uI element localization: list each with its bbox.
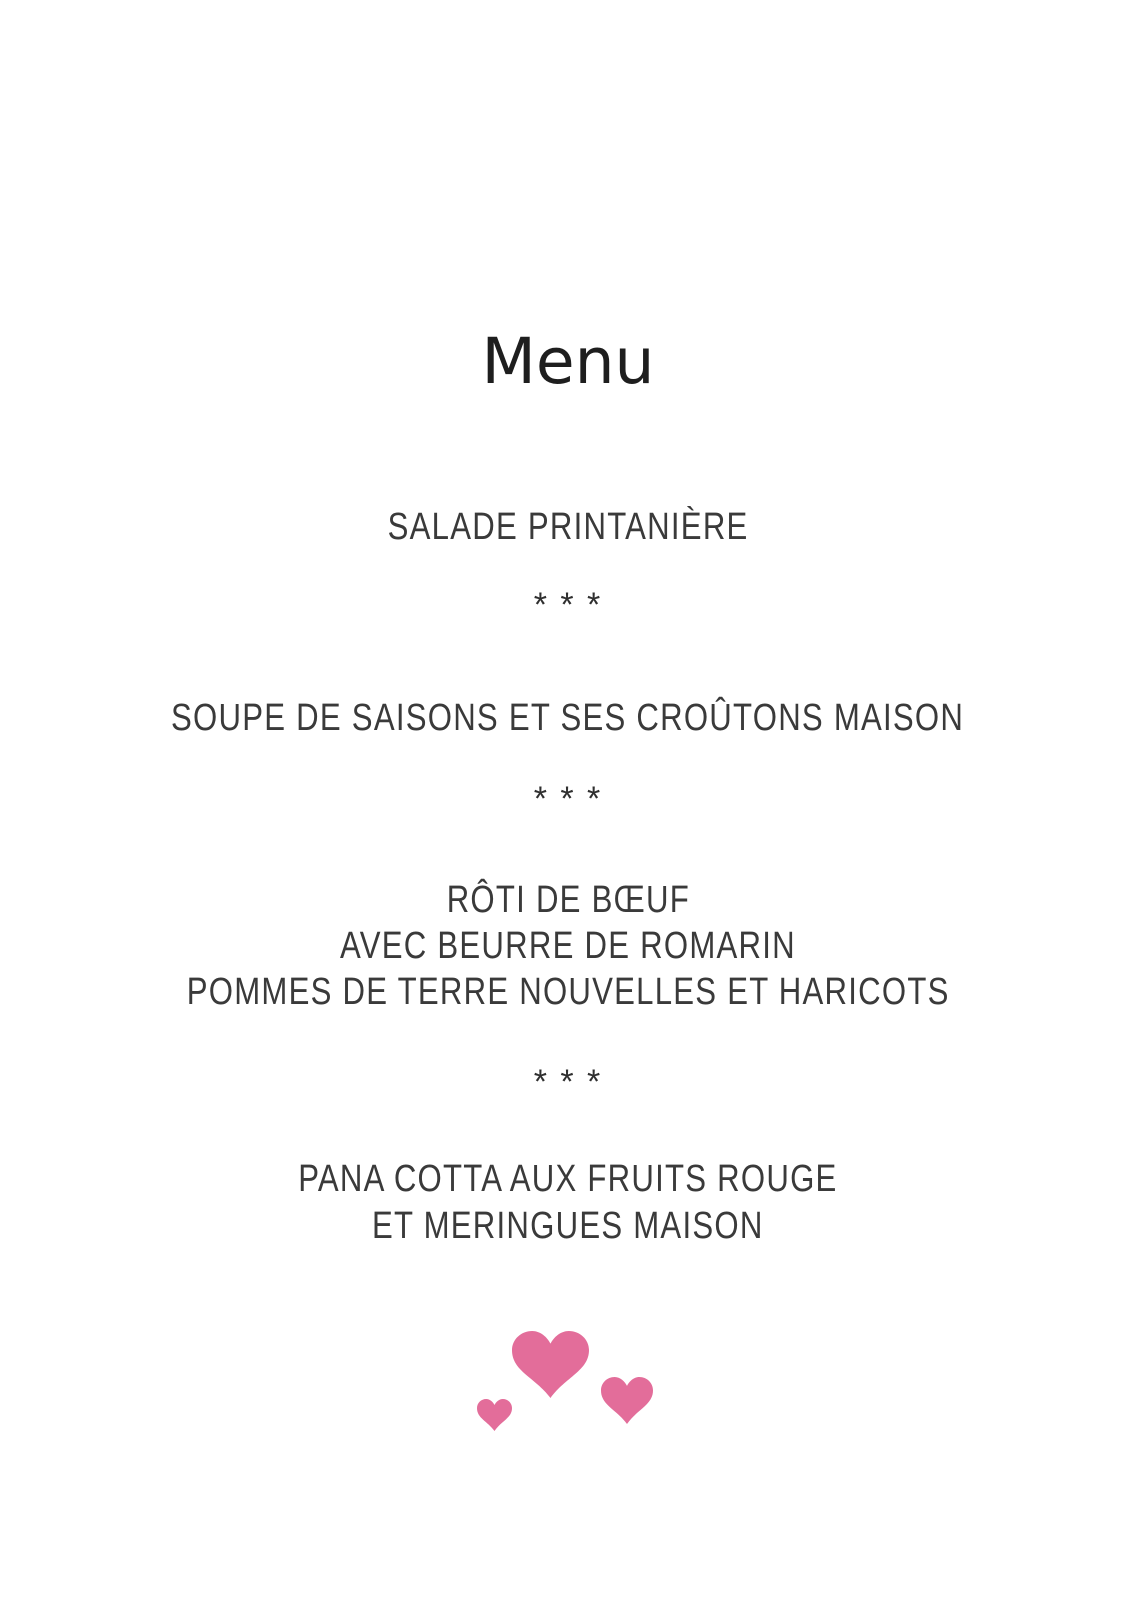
course-line-text: RÔTI DE BŒUF (446, 879, 690, 921)
course-starter (0, 504, 1136, 550)
course-line-text: SALADE PRINTANIÈRE (387, 506, 749, 548)
heart-icon (601, 1377, 653, 1424)
course-line-text: AVEC BEURRE DE ROMARIN (340, 925, 796, 967)
course-line (0, 969, 1136, 1015)
course-separator: * * * (533, 780, 603, 818)
course-line (0, 504, 1136, 550)
course-line-text: ET MERINGUES MAISON (372, 1205, 764, 1247)
course-dessert (0, 1156, 1136, 1250)
menu-title: Menu (481, 325, 655, 398)
heart-shape (477, 1399, 512, 1431)
heart-icon (512, 1331, 589, 1398)
heart-shape (601, 1377, 653, 1424)
course-line (0, 1203, 1136, 1250)
course-separator: * * * (533, 1063, 603, 1101)
course-line (0, 1156, 1136, 1203)
course-line (0, 695, 1136, 741)
course-main (0, 877, 1136, 1015)
course-line-text: POMMES DE TERRE NOUVELLES ET HARICOTS (186, 971, 950, 1013)
course-line (0, 923, 1136, 969)
course-line-text: SOUPE DE SAISONS ET SES CROÛTONS MAISON (171, 697, 965, 739)
heart-shape (512, 1331, 589, 1398)
heart-icon (477, 1399, 512, 1431)
course-line (0, 877, 1136, 923)
course-soup (0, 695, 1136, 741)
course-separator: * * * (533, 586, 603, 624)
course-line-text: PANA COTTA AUX FRUITS ROUGE (298, 1158, 838, 1200)
